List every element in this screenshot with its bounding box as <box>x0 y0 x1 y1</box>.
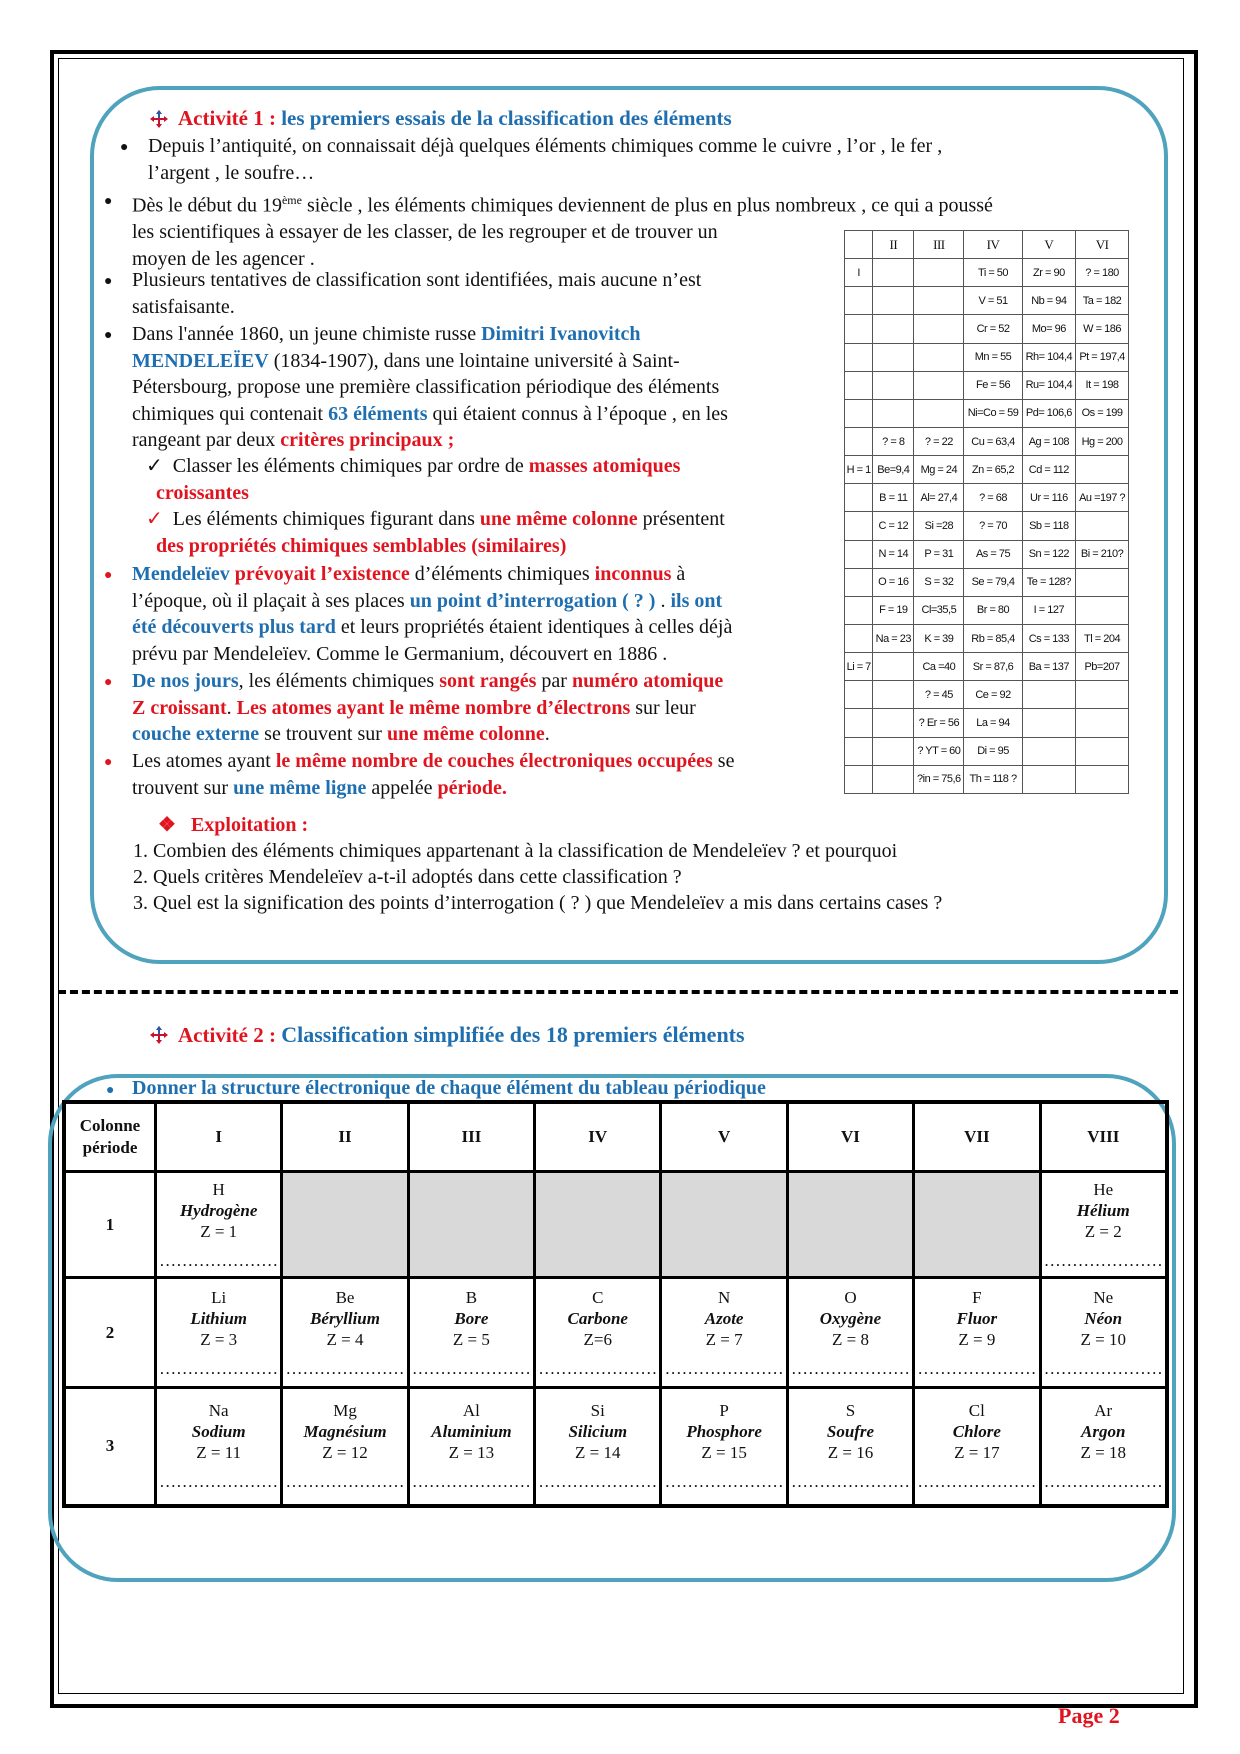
element-symbol: Cl <box>968 1401 985 1421</box>
activity1-label: Activité 1 : <box>178 106 276 130</box>
mendeleev-cell: ? = 45 <box>914 681 964 709</box>
element-cell <box>156 1172 282 1278</box>
mendeleev-header-cell: II <box>873 231 914 259</box>
mendeleev-row <box>845 568 1129 596</box>
element-name: Lithium <box>190 1308 248 1328</box>
element-symbol: He <box>1093 1179 1114 1199</box>
atomic-number: Z = 4 <box>326 1329 364 1349</box>
answer-blank[interactable]: ………………… <box>159 1472 279 1492</box>
mendeleev-cell <box>845 315 873 343</box>
answer-blank[interactable]: ………………… <box>664 1472 784 1492</box>
mendeleev-cell: Sr = 87,6 <box>964 653 1022 681</box>
atomic-number: Z = 13 <box>448 1443 495 1463</box>
mendeleev-header-cell: VI <box>1076 231 1129 259</box>
mendeleev-cell: Cl=35,5 <box>914 596 964 624</box>
mendeleev-cell: ? = 68 <box>964 484 1022 512</box>
mendeleev-cell: I = 127 <box>1022 596 1076 624</box>
atomic-number: Z = 1 <box>200 1221 238 1241</box>
element-name: Silicium <box>568 1422 628 1442</box>
element-cell <box>914 1388 1040 1506</box>
element-name: Argon <box>1081 1422 1126 1442</box>
element-symbol: Ne <box>1093 1287 1114 1307</box>
mendeleev-cell: Pt = 197,4 <box>1076 343 1129 371</box>
mendeleev-cell: Au =197 ? <box>1076 484 1129 512</box>
mendeleev-cell: K = 39 <box>914 624 964 652</box>
mendeleev-row <box>845 287 1129 315</box>
mendeleev-cell: H = 1 <box>845 456 873 484</box>
mendeleev-cell: ? = 180 <box>1076 259 1129 287</box>
mendeleev-row <box>845 540 1129 568</box>
check-icon: ✓ <box>146 455 163 477</box>
mendeleev-header-cell <box>845 231 873 259</box>
mendeleev-cell <box>845 624 873 652</box>
atomic-number: Z = 2 <box>1084 1221 1122 1241</box>
mendeleev-cell: Th = 118 ? <box>964 765 1022 793</box>
mendeleev-cell: ? = 70 <box>964 512 1022 540</box>
question-1: 1. Combien des éléments chimiques appartenant à la classification de Mendeleïev ? et pourquoi <box>133 840 898 862</box>
element-symbol: Ar <box>1094 1401 1113 1421</box>
mendeleev-cell: Cd = 112 <box>1022 456 1076 484</box>
table-header-row <box>64 1102 1167 1172</box>
mendeleev-cell: Ta = 182 <box>1076 287 1129 315</box>
element-name: Phosphore <box>686 1422 762 1442</box>
mendeleev-cell <box>914 399 964 427</box>
mendeleev-cell <box>845 512 873 540</box>
element-name: Carbone <box>567 1308 628 1328</box>
empty-cell <box>661 1172 787 1278</box>
mendeleev-row <box>845 765 1129 793</box>
answer-blank[interactable]: ………………… <box>790 1358 910 1378</box>
answer-blank[interactable]: ………………… <box>159 1250 279 1270</box>
exploitation-heading: ❖ Exploitation : <box>158 814 309 836</box>
element-name: Néon <box>1084 1308 1123 1328</box>
mendeleev-cell: Di = 95 <box>964 737 1022 765</box>
element-name: Oxygène <box>819 1308 882 1328</box>
bullet-dot: ● <box>106 1083 115 1098</box>
periodic-table-18 <box>62 1100 1169 1508</box>
mendeleev-cell: Rb = 85,4 <box>964 624 1022 652</box>
mendeleev-cell: Al= 27,4 <box>914 484 964 512</box>
element-cell <box>282 1388 408 1506</box>
atomic-number: Z = 3 <box>200 1329 238 1349</box>
mendeleev-cell: W = 186 <box>1076 315 1129 343</box>
mendeleev-cell <box>1022 737 1076 765</box>
mendeleev-cell: Zn = 65,2 <box>964 456 1022 484</box>
mendeleev-cell <box>1076 512 1129 540</box>
mendeleev-cell: Si =28 <box>914 512 964 540</box>
atomic-number: Z = 15 <box>701 1443 747 1463</box>
mendeleev-cell <box>1076 596 1129 624</box>
element-name: Bore <box>454 1308 489 1328</box>
element-name: Chlore <box>952 1422 1001 1442</box>
mendeleev-cell: Ca =40 <box>914 653 964 681</box>
mendeleev-cell: Bi = 210? <box>1076 540 1129 568</box>
para-attempts: Plusieurs tentatives de classification sont identifiées, mais aucune n’est satisfaisante. <box>132 269 702 318</box>
mendeleev-cell: Rh= 104,4 <box>1022 343 1076 371</box>
element-symbol: Na <box>208 1401 229 1421</box>
mendeleev-cell: V = 51 <box>964 287 1022 315</box>
element-name: Sodium <box>191 1422 246 1442</box>
mendeleev-row <box>845 681 1129 709</box>
mendeleev-row <box>845 596 1129 624</box>
bullet-dot: ● <box>104 194 113 209</box>
mendeleev-cell: Cs = 133 <box>1022 624 1076 652</box>
mendeleev-row <box>845 624 1129 652</box>
element-cell <box>156 1278 282 1388</box>
mendeleev-cell: S = 32 <box>914 568 964 596</box>
element-symbol: F <box>972 1287 982 1307</box>
mendeleev-cell: Mo= 96 <box>1022 315 1076 343</box>
answer-blank[interactable]: ………………… <box>1043 1472 1163 1492</box>
activity1-title: les premiers essais de la classification des éléments <box>281 106 732 130</box>
mendeleev-cell <box>914 343 964 371</box>
mendeleev-cell: Ru= 104,4 <box>1022 371 1076 399</box>
mendeleev-cell: Hg = 200 <box>1076 427 1129 455</box>
mendeleev-row <box>845 737 1129 765</box>
atomic-number: Z = 16 <box>827 1443 874 1463</box>
atomic-number: Z = 11 <box>196 1443 242 1463</box>
mendeleev-header-cell: III <box>914 231 964 259</box>
four-way-arrow-icon <box>150 1026 168 1044</box>
element-cell <box>1040 1172 1167 1278</box>
element-cell <box>1040 1388 1167 1506</box>
mendeleev-cell <box>1022 765 1076 793</box>
element-cell <box>282 1278 408 1388</box>
element-symbol: Al <box>462 1401 480 1421</box>
mendeleev-row <box>845 512 1129 540</box>
table-row <box>64 1172 1167 1278</box>
para-antiquity: Depuis l’antiquité, on connaissait déjà quelques éléments chimiques comme le cuivre , l’or , le fer , l’argent , le soufre… <box>148 135 943 184</box>
para-periods: Les atomes ayant le même nombre de couches électroniques occupées se trouvent sur une même ligne appelée période. <box>132 750 735 799</box>
section-divider <box>58 990 1178 994</box>
element-name: Hydrogène <box>179 1200 258 1220</box>
answer-blank[interactable]: ………………… <box>664 1358 784 1378</box>
answer-blank[interactable]: ………………… <box>538 1358 658 1378</box>
para-nowadays: De nos jours, les éléments chimiques sont rangés par numéro atomique Z croissant. Les atomes ayant le même nombre d’électrons sur leur couche externe se trouvent sur une même colonne. <box>132 670 724 745</box>
answer-blank[interactable]: ………………… <box>538 1472 658 1492</box>
element-name: Azote <box>704 1308 744 1328</box>
mendeleev-cell: Ag = 108 <box>1022 427 1076 455</box>
element-symbol: P <box>719 1401 729 1421</box>
element-cell <box>787 1388 913 1506</box>
mendeleev-header-row <box>845 231 1129 259</box>
atomic-number: Z = 18 <box>1080 1443 1126 1463</box>
mendeleev-cell <box>873 315 914 343</box>
mendeleev-cell: Zr = 90 <box>1022 259 1076 287</box>
element-symbol: Li <box>211 1287 227 1307</box>
element-symbol: C <box>592 1287 604 1307</box>
mendeleev-cell <box>873 653 914 681</box>
element-cell <box>661 1388 787 1506</box>
mendeleev-cell: Be=9,4 <box>873 456 914 484</box>
bullet-dot: ● <box>104 568 113 583</box>
mendeleev-cell: Mn = 55 <box>964 343 1022 371</box>
bullet-dot: ● <box>120 140 129 155</box>
mendeleev-header-cell: IV <box>964 231 1022 259</box>
mendeleev-cell <box>845 765 873 793</box>
answer-blank[interactable]: ………………… <box>411 1358 531 1378</box>
atomic-number: Z = 7 <box>705 1329 743 1349</box>
mendeleev-cell <box>914 315 964 343</box>
mendeleev-cell <box>914 259 964 287</box>
element-symbol: N <box>717 1287 731 1307</box>
mendeleev-row <box>845 456 1129 484</box>
element-name: Fluor <box>956 1308 998 1328</box>
element-symbol: H <box>212 1179 225 1199</box>
mendeleev-row <box>845 484 1129 512</box>
mendeleev-cell: Pd= 106,6 <box>1022 399 1076 427</box>
diamond-bullet-icon: ❖ <box>158 814 176 836</box>
empty-cell <box>535 1172 661 1278</box>
activity2-title: Classification simplifiée des 18 premiers éléments <box>281 1022 745 1047</box>
mendeleev-row <box>845 315 1129 343</box>
mendeleev-header-cell: V <box>1022 231 1076 259</box>
column-header: VI <box>787 1102 913 1172</box>
activity2-label: Activité 2 : <box>178 1023 276 1047</box>
mendeleev-cell: Br = 80 <box>964 596 1022 624</box>
check-icon: ✓ <box>146 508 163 530</box>
mendeleev-cell <box>845 596 873 624</box>
mendeleev-table-image <box>844 230 1129 794</box>
mendeleev-cell: As = 75 <box>964 540 1022 568</box>
answer-blank[interactable]: ………………… <box>159 1358 279 1378</box>
activity2-instruction: Donner la structure électronique de chaque élément du tableau périodique <box>132 1077 766 1099</box>
answer-blank[interactable]: ………………… <box>790 1472 910 1492</box>
mendeleev-cell <box>1076 681 1129 709</box>
mendeleev-cell: O = 16 <box>873 568 914 596</box>
element-symbol: Mg <box>333 1401 357 1421</box>
mendeleev-cell <box>873 343 914 371</box>
mendeleev-row <box>845 653 1129 681</box>
atomic-number: Z = 10 <box>1080 1329 1126 1349</box>
mendeleev-cell <box>873 737 914 765</box>
mendeleev-cell: Fe = 56 <box>964 371 1022 399</box>
answer-blank[interactable]: ………………… <box>411 1472 531 1492</box>
mendeleev-cell <box>873 681 914 709</box>
empty-cell <box>408 1172 534 1278</box>
mendeleev-cell <box>873 371 914 399</box>
mendeleev-cell: Na = 23 <box>873 624 914 652</box>
atomic-number: Z = 5 <box>452 1329 490 1349</box>
mendeleev-cell: Ti = 50 <box>964 259 1022 287</box>
mendeleev-cell <box>873 287 914 315</box>
mendeleev-cell <box>845 371 873 399</box>
bullet-dot: ● <box>104 328 113 343</box>
mendeleev-row <box>845 371 1129 399</box>
element-symbol: S <box>845 1401 856 1421</box>
mendeleev-cell: Se = 79,4 <box>964 568 1022 596</box>
criterion-masses: ✓ Classer les éléments chimiques par ordre de masses atomiques croissantes <box>146 455 681 504</box>
mendeleev-cell: ? = 8 <box>873 427 914 455</box>
mendeleev-cell <box>845 484 873 512</box>
atomic-number: Z = 9 <box>958 1329 996 1349</box>
mendeleev-row <box>845 399 1129 427</box>
mendeleev-cell: ? Er = 56 <box>914 709 964 737</box>
mendeleev-cell: Mg = 24 <box>914 456 964 484</box>
mendeleev-cell <box>914 371 964 399</box>
answer-blank[interactable]: ………………… <box>917 1358 1037 1378</box>
empty-cell <box>282 1172 408 1278</box>
period-label: 3 <box>64 1388 156 1506</box>
mendeleev-cell <box>873 765 914 793</box>
mendeleev-cell <box>1076 709 1129 737</box>
mendeleev-cell <box>873 709 914 737</box>
answer-blank[interactable]: ………………… <box>1043 1250 1163 1270</box>
mendeleev-cell <box>845 709 873 737</box>
mendeleev-cell: Te = 128? <box>1022 568 1076 596</box>
answer-blank[interactable]: ………………… <box>1043 1358 1163 1378</box>
element-name: Magnésium <box>303 1422 387 1442</box>
element-symbol: Si <box>590 1401 605 1421</box>
element-name: Béryllium <box>310 1308 380 1328</box>
question-3: 3. Quel est la signification des points d’interrogation ( ? ) que Mendeleïev a mis dans certains cases ? <box>133 892 943 914</box>
mendeleev-cell <box>1076 456 1129 484</box>
mendeleev-cell <box>845 287 873 315</box>
activity2-heading <box>150 1022 745 1048</box>
mendeleev-cell: ? = 22 <box>914 427 964 455</box>
element-cell <box>914 1278 1040 1388</box>
mendeleev-cell: Sb = 118 <box>1022 512 1076 540</box>
element-cell <box>1040 1278 1167 1388</box>
period-label: 1 <box>64 1172 156 1278</box>
mendeleev-cell <box>1022 681 1076 709</box>
bullet-dot: ● <box>104 274 113 289</box>
mendeleev-cell <box>845 568 873 596</box>
column-header: VII <box>914 1102 1040 1172</box>
element-cell <box>787 1278 913 1388</box>
mendeleev-cell: Ba = 137 <box>1022 653 1076 681</box>
four-way-arrow-icon <box>150 110 168 128</box>
mendeleev-cell: N = 14 <box>873 540 914 568</box>
mendeleev-cell <box>845 737 873 765</box>
mendeleev-cell: Ni=Co = 59 <box>964 399 1022 427</box>
mendeleev-cell: Ur = 116 <box>1022 484 1076 512</box>
mendeleev-cell <box>845 343 873 371</box>
atomic-number: Z = 8 <box>831 1329 869 1349</box>
mendeleev-row <box>845 709 1129 737</box>
mendeleev-cell <box>1022 709 1076 737</box>
atomic-number: Z=6 <box>583 1329 612 1349</box>
table-row <box>64 1278 1167 1388</box>
mendeleev-cell: Pb=207 <box>1076 653 1129 681</box>
atomic-number: Z = 12 <box>322 1443 368 1463</box>
mendeleev-cell: Nb = 94 <box>1022 287 1076 315</box>
mendeleev-cell: La = 94 <box>964 709 1022 737</box>
mendeleev-row <box>845 259 1129 287</box>
mendeleev-cell <box>1076 737 1129 765</box>
bullet-dot: ● <box>104 755 113 770</box>
mendeleev-cell <box>914 287 964 315</box>
mendeleev-cell: Sn = 122 <box>1022 540 1076 568</box>
corner-cell: Colonne période <box>64 1102 156 1172</box>
para-19th-century: Dès le début du 19ème siècle , les éléments chimiques deviennent de plus en plus nombreux , ce qui a poussé les scientifiques à essayer de les classer, de les regrouper et de trouver un moyen de les agencer . <box>132 193 993 270</box>
column-header: III <box>408 1102 534 1172</box>
empty-cell <box>787 1172 913 1278</box>
question-2: 2. Quels critères Mendeleïev a-t-il adoptés dans cette classification ? <box>133 866 682 888</box>
mendeleev-cell: B = 11 <box>873 484 914 512</box>
element-cell <box>156 1388 282 1506</box>
element-cell <box>408 1278 534 1388</box>
element-name: Hélium <box>1076 1200 1130 1220</box>
column-header: IV <box>535 1102 661 1172</box>
element-cell <box>661 1278 787 1388</box>
mendeleev-cell <box>845 540 873 568</box>
mendeleev-row <box>845 427 1129 455</box>
element-cell <box>408 1388 534 1506</box>
mendeleev-cell <box>873 259 914 287</box>
element-symbol: Be <box>335 1287 355 1307</box>
bullet-dot: ● <box>104 675 113 690</box>
mendeleev-cell: Li = 7 <box>845 653 873 681</box>
mendeleev-cell: I <box>845 259 873 287</box>
mendeleev-cell: Cu = 63,4 <box>964 427 1022 455</box>
column-header: V <box>661 1102 787 1172</box>
mendeleev-cell <box>1076 765 1129 793</box>
answer-blank[interactable]: ………………… <box>917 1472 1037 1492</box>
element-name: Aluminium <box>431 1422 512 1442</box>
mendeleev-cell <box>873 399 914 427</box>
element-cell <box>535 1278 661 1388</box>
mendeleev-cell <box>845 681 873 709</box>
element-symbol: B <box>465 1287 478 1307</box>
element-symbol: O <box>844 1287 857 1307</box>
page-number: Page 2 <box>1058 1703 1120 1728</box>
mendeleev-cell: Ce = 92 <box>964 681 1022 709</box>
element-name: Soufre <box>826 1422 875 1442</box>
answer-blank[interactable]: ………………… <box>285 1358 405 1378</box>
para-mendeleev-1860: Dans l'année 1860, un jeune chimiste russe Dimitri Ivanovitch MENDELEÏEV (1834-1907), dans une lointaine université à Saint- Pétersbourg, propose une première classification périodique des éléments chimiques qui contenait 63 éléments qui étaient connus à l’époque , en les rangeant par deux critères principaux ; <box>132 323 728 451</box>
mendeleev-cell: P = 31 <box>914 540 964 568</box>
activity1-heading <box>150 106 732 131</box>
mendeleev-cell: ?in = 75,6 <box>914 765 964 793</box>
period-label: 2 <box>64 1278 156 1388</box>
column-header: II <box>282 1102 408 1172</box>
mendeleev-cell: Tl = 204 <box>1076 624 1129 652</box>
mendeleev-cell: F = 19 <box>873 596 914 624</box>
element-cell <box>535 1388 661 1506</box>
column-header: I <box>156 1102 282 1172</box>
mendeleev-cell: It = 198 <box>1076 371 1129 399</box>
mendeleev-row <box>845 343 1129 371</box>
mendeleev-cell: C = 12 <box>873 512 914 540</box>
mendeleev-cell: Os = 199 <box>1076 399 1129 427</box>
answer-blank[interactable]: ………………… <box>285 1472 405 1492</box>
empty-cell <box>914 1172 1040 1278</box>
column-header: VIII <box>1040 1102 1167 1172</box>
criterion-columns: ✓ Les éléments chimiques figurant dans une même colonne présentent des propriétés chimiques semblables (similaires) <box>146 508 725 557</box>
atomic-number: Z = 17 <box>954 1443 1000 1463</box>
mendeleev-cell: Cr = 52 <box>964 315 1022 343</box>
mendeleev-cell: ? YT = 60 <box>914 737 964 765</box>
table-row <box>64 1388 1167 1506</box>
mendeleev-cell <box>1076 568 1129 596</box>
atomic-number: Z = 14 <box>575 1443 621 1463</box>
para-prediction: Mendeleïev prévoyait l’existence d’éléments chimiques inconnus à l’époque, où il plaçait à ses places un point d’interrogation ( ? ) . ils ont été découverts plus tard et leurs propriétés étaient identiques à celles déjà prévu par Mendeleïev. Comme le Germanium, découvert en 1886 . <box>132 563 733 665</box>
mendeleev-cell <box>845 427 873 455</box>
mendeleev-cell <box>845 399 873 427</box>
